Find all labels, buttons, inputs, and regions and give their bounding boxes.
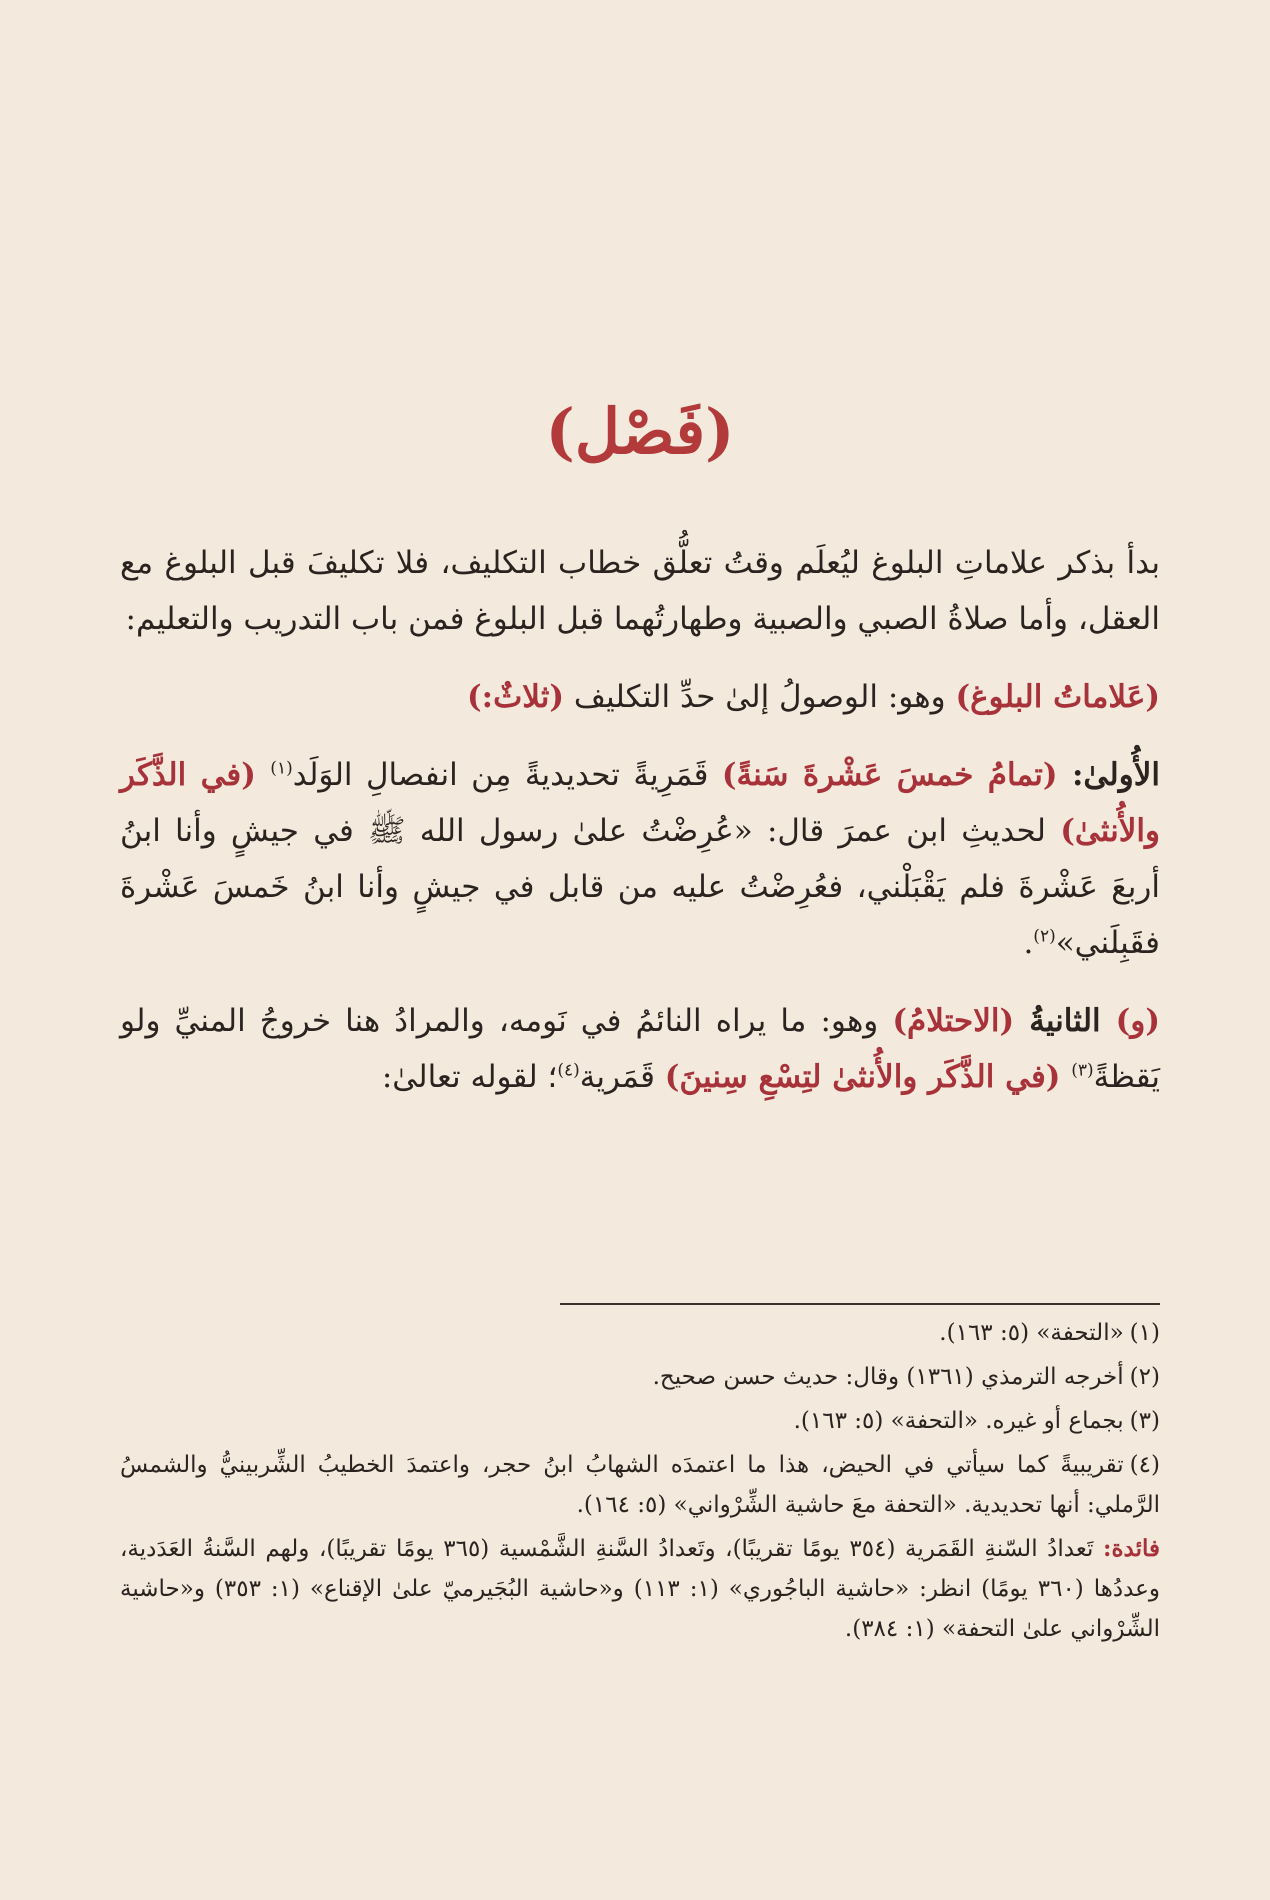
signs-definition: وهو: الوصولُ إلىٰ حدِّ التكليف <box>564 679 956 715</box>
benefit-text: تَعدادُ السّنةِ القَمَرية (٣٥٤ يومًا تقريبًا)، وتَعدادُ السَّنةِ الشَّمْسية (٣٦٥ يومًا تقريبًا)، ولهم السَّنةُ العَدَدية، وعددُها (٣٦٠ يومًا) انظر: «حاشية الباجُوري» (١: ١١٣) و«حاشية البُجَيرميّ علىٰ الإقناع» (١: ٣٥٣) و«حاشية الشِّرْواني علىٰ التحفة» (١: ٣٨٤). <box>120 1536 1161 1642</box>
footnote-number: (١) <box>1129 1320 1160 1346</box>
heading-title: فَصْل <box>574 395 706 468</box>
footnote-2 <box>120 1357 1160 1397</box>
footnote-number: (٢) <box>1129 1364 1160 1390</box>
footnote-3 <box>120 1401 1160 1441</box>
footnote-text: «التحفة» (٥: ١٦٣). <box>939 1320 1124 1346</box>
second-sign-paragraph <box>120 993 1160 1105</box>
section-heading <box>120 395 1160 468</box>
footnote-ref-4: (٤) <box>557 1060 580 1081</box>
footnote-text: بجماع أو غيره. «التحفة» (٥: ١٦٣). <box>793 1408 1124 1434</box>
intro-paragraph: بدأ بذكر علاماتِ البلوغ ليُعلَم وقتُ تعلُّق خطاب التكليف، فلا تكليفَ قبل البلوغ مع العقل، وأما صلاةُ الصبي والصبية وطهارتُهما قبل البلوغ فمن باب التدريب والتعليم: <box>120 545 1160 637</box>
footnote-divider <box>560 1303 1160 1305</box>
second-text-2: قَمَرية <box>579 1059 665 1095</box>
first-phrase: (تمامُ خمسَ عَشْرةَ سَنةً) <box>721 757 1058 793</box>
second-prefix: (و) <box>1100 1003 1160 1039</box>
footnote-4 <box>120 1445 1160 1525</box>
book-page <box>120 0 1160 1900</box>
signs-term: (عَلاماتُ البلوغ) <box>955 679 1160 715</box>
first-text-1: قَمَرِيةً تحديديةً مِن انفصالِ الوَلَد <box>292 757 722 793</box>
footnote-number: (٤) <box>1129 1452 1160 1478</box>
footnote-1 <box>120 1313 1160 1353</box>
footnote-ref-2: (٢) <box>1033 926 1056 947</box>
first-end: . <box>1023 925 1034 961</box>
main-text <box>120 535 1160 1127</box>
footnote-text: أخرجه الترمذي (١٣٦١) وقال: حديث حسن صحيح. <box>652 1364 1124 1390</box>
second-phrase-2: (في الذَّكَر والأُنثىٰ لتِسْعِ سِنينَ) <box>664 1059 1072 1095</box>
first-phrase-2: (في الذَّكَر والأُنثىٰ) <box>120 757 1160 849</box>
second-text-3: ؛ لقوله تعالىٰ: <box>381 1059 558 1095</box>
footnote-benefit <box>120 1529 1160 1649</box>
second-phrase: (الاحتلامُ) <box>892 1003 1030 1039</box>
footnote-ref-1: (١) <box>270 758 293 779</box>
footnote-text: تقريبيةً كما سيأتي في الحيض، هذا ما اعتمدَه الشهابُ ابنُ حجر، واعتمدَ الخطيبُ الشِّربينيُّ والشمسُ الرَّملي: أنها تحديدية. «التحفة معَ حاشية الشِّرْواني» (٥: ١٦٤). <box>120 1452 1160 1518</box>
footnote-ref-3: (٣) <box>1071 1060 1094 1081</box>
first-sign-paragraph <box>120 747 1160 971</box>
heading-open-paren: ( <box>705 395 735 468</box>
second-text-1: وهو: ما يراه النائمُ في نَومه، والمرادُ هنا خروجُ المنيِّ ولو يَقظةً <box>120 1003 1160 1095</box>
first-label: الأُولىٰ: <box>1057 757 1160 793</box>
signs-count: (ثلاثٌ:) <box>466 679 565 715</box>
footnotes <box>120 1313 1160 1653</box>
benefit-label: فائدة: <box>1102 1535 1161 1562</box>
signs-paragraph <box>120 669 1160 725</box>
footnote-number: (٣) <box>1129 1408 1160 1434</box>
heading-close-paren: ) <box>545 395 575 468</box>
first-text-2: لحديثِ ابن عمرَ قال: «عُرِضْتُ علىٰ رسول الله ﷺ في جيشٍ وأنا ابنُ أربعَ عَشْرةَ فلم يَقْبَلْني، فعُرِضْتُ عليه من قابل في جيشٍ وأنا ابنُ خَمسَ عَشْرةَ فقَبِلَني» <box>120 813 1160 961</box>
second-label: الثانيةُ <box>1029 1003 1101 1039</box>
